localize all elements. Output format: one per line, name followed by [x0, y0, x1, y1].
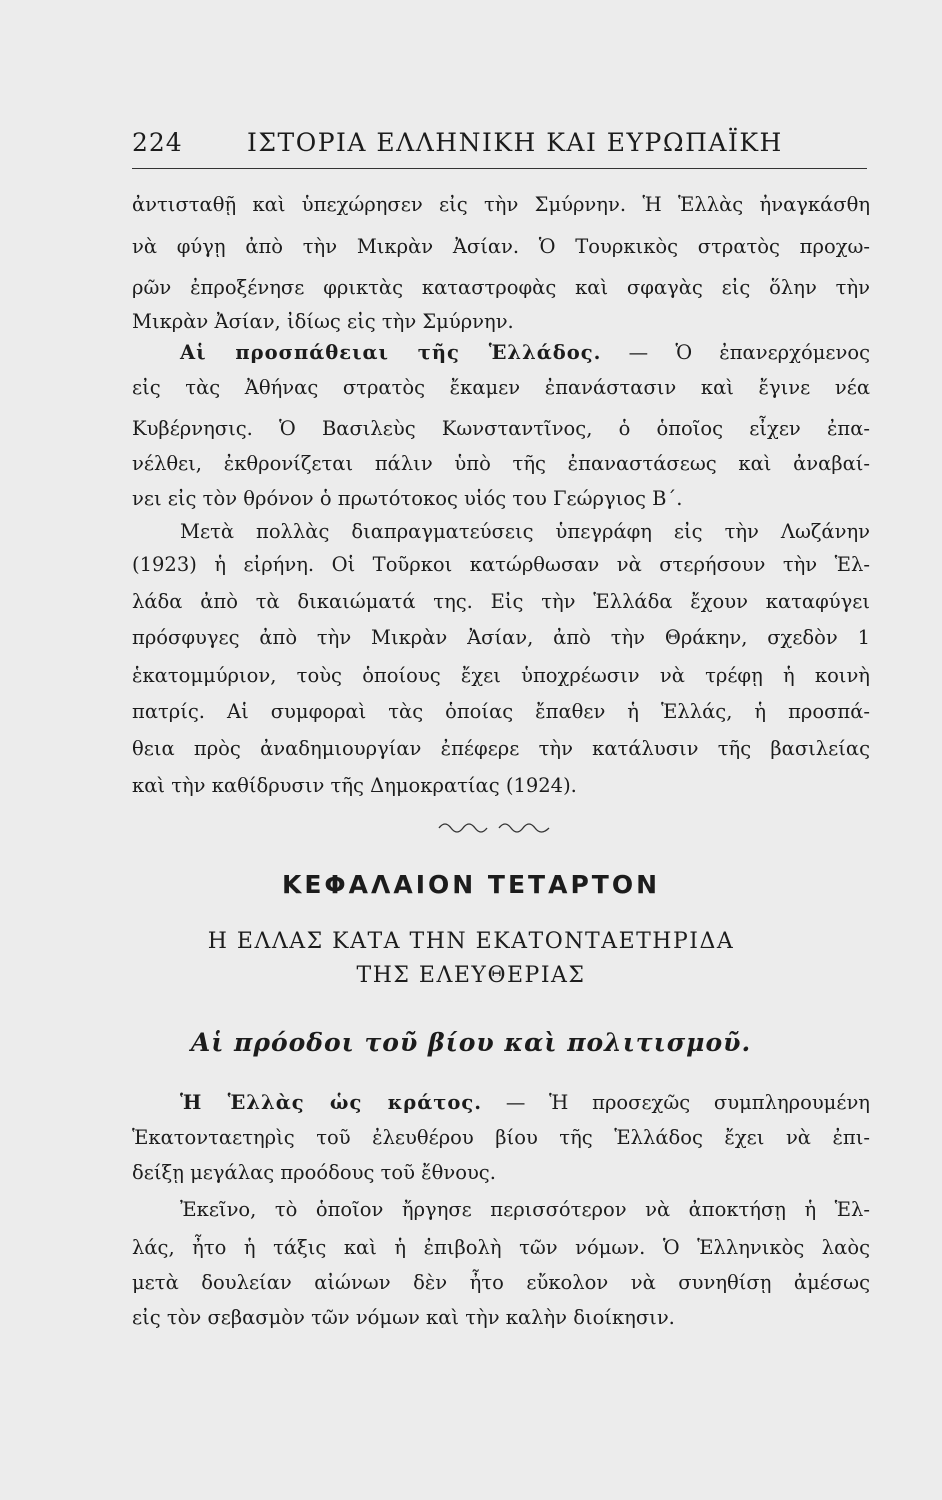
- subsection-heading: Ἡ Ἑλλὰς ὡς κράτος.: [180, 1091, 483, 1114]
- page-number: 224: [132, 128, 183, 157]
- text-line: εἰς τὸν σεβασμὸν τῶν νόμων καὶ τὴν καλὴν διοίκησιν.: [132, 1306, 675, 1329]
- section-title: Αἱ πρόοδοι τοῦ βίου καὶ πολιτισμοῦ.: [190, 1028, 752, 1057]
- paragraph-heading-line: [180, 1088, 870, 1118]
- text-line: νει εἰς τὸν θρόνον ὁ πρωτότοκος υἱός του Γεώργιος Β΄.: [132, 487, 683, 510]
- text-line: ἑκατομμύριον, τοὺς ὁποίους ἔχει ὑποχρέωσιν νὰ τρέφῃ ἡ κοινὴ: [132, 664, 870, 687]
- text-line: (1923) ἡ εἰρήνη. Οἱ Τοῦρκοι κατώρθωσαν νὰ στερήσουν τὴν Ἑλ-: [132, 553, 870, 576]
- text-line: Ἐκεῖνο, τὸ ὁποῖον ἤργησε περισσότερον νὰ ἀποκτήσῃ ἡ Ἑλ-: [180, 1198, 870, 1221]
- text-line: εἰς τὰς Ἀθήνας στρατὸς ἔκαμεν ἐπανάστασιν καὶ ἔγινε νέα: [132, 376, 870, 399]
- text-line: νέλθει, ἐκθρονίζεται πάλιν ὑπὸ τῆς ἐπαναστάσεως καὶ ἀναβαί-: [132, 452, 870, 475]
- chapter-title: ΚΕΦΑΛΑΙΟΝ ΤΕΤΑΡΤΟΝ: [281, 870, 660, 899]
- text-line: πατρίς. Αἱ συμφοραὶ τὰς ὁποίας ἔπαθεν ἡ Ἑλλάς, ἡ προσπά-: [132, 700, 870, 723]
- text-line: ρῶν ἐπροξένησε φρικτὰς καταστροφὰς καὶ σφαγὰς εἰς ὅλην τὴν: [132, 276, 870, 299]
- chapter-subtitle-line1: Η ΕΛΛΑΣ ΚΑΤΑ ΤΗΝ ΕΚΑΤΟΝΤΑΕΤΗΡΙΔΑ: [207, 929, 735, 954]
- text-line: ἀντισταθῇ καὶ ὑπεχώρησεν εἰς τὴν Σμύρνην. Ἡ Ἑλλὰς ἠναγκάσθη: [132, 193, 870, 216]
- text-line: νὰ φύγῃ ἀπὸ τὴν Μικρὰν Ἀσίαν. Ὁ Τουρκικὸς στρατὸς προχω-: [132, 235, 870, 258]
- paragraph-heading-line: [180, 338, 870, 368]
- text-line: Μικρὰν Ἀσίαν, ἰδίως εἰς τὴν Σμύρνην.: [132, 310, 514, 333]
- text-line: λάδα ἀπὸ τὰ δικαιώματά της. Εἰς τὴν Ἑλλάδα ἔχουν καταφύγει: [132, 590, 870, 613]
- text-line: δείξῃ μεγάλας προόδους τοῦ ἔθνους.: [132, 1161, 496, 1184]
- wave-ornament: [437, 818, 552, 834]
- text-span: — Ἡ προσεχῶς συμπληρουμένη: [505, 1091, 870, 1114]
- page-header: [132, 128, 867, 169]
- text-line: θεια πρὸς ἀναδημιουργίαν ἐπέφερε τὴν κατάλυσιν τῆς βασιλείας: [132, 737, 870, 760]
- subsection-heading: Αἱ προσπάθειαι τῆς Ἑλλάδος.: [180, 341, 602, 364]
- text-line: λάς, ἦτο ἡ τάξις καὶ ἡ ἐπιβολὴ τῶν νόμων. Ὁ Ἑλληνικὸς λαὸς: [132, 1236, 870, 1259]
- text-line: Μετὰ πολλὰς διαπραγματεύσεις ὑπεγράφη εἰς τὴν Λωζάνην: [180, 520, 870, 543]
- chapter-subtitle-line2: ΤΗΣ ΕΛΕΥΘΕΡΙΑΣ: [356, 963, 586, 988]
- text-line: μετὰ δουλείαν αἰώνων δὲν ἦτο εὔκολον νὰ συνηθίσῃ ἀμέσως: [132, 1271, 870, 1294]
- text-line: Ἑκατονταετηρὶς τοῦ ἐλευθέρου βίου τῆς Ἑλλάδος ἔχει νὰ ἐπι-: [132, 1126, 870, 1149]
- text-line: καὶ τὴν καθίδρυσιν τῆς Δημοκρατίας (1924).: [132, 774, 577, 797]
- running-head: ΙΣΤΟΡΙΑ ΕΛΛΗΝΙΚΗ ΚΑΙ ΕΥΡΩΠΑΪΚΗ: [247, 128, 783, 157]
- text-line: Κυβέρνησις. Ὁ Βασιλεὺς Κωνσταντῖνος, ὁ ὁποῖος εἶχεν ἐπα-: [132, 417, 870, 440]
- text-span: — Ὁ ἐπανερχόμενος: [628, 341, 870, 364]
- text-line: πρόσφυγες ἀπὸ τὴν Μικρὰν Ἀσίαν, ἀπὸ τὴν Θράκην, σχεδὸν 1: [132, 626, 870, 649]
